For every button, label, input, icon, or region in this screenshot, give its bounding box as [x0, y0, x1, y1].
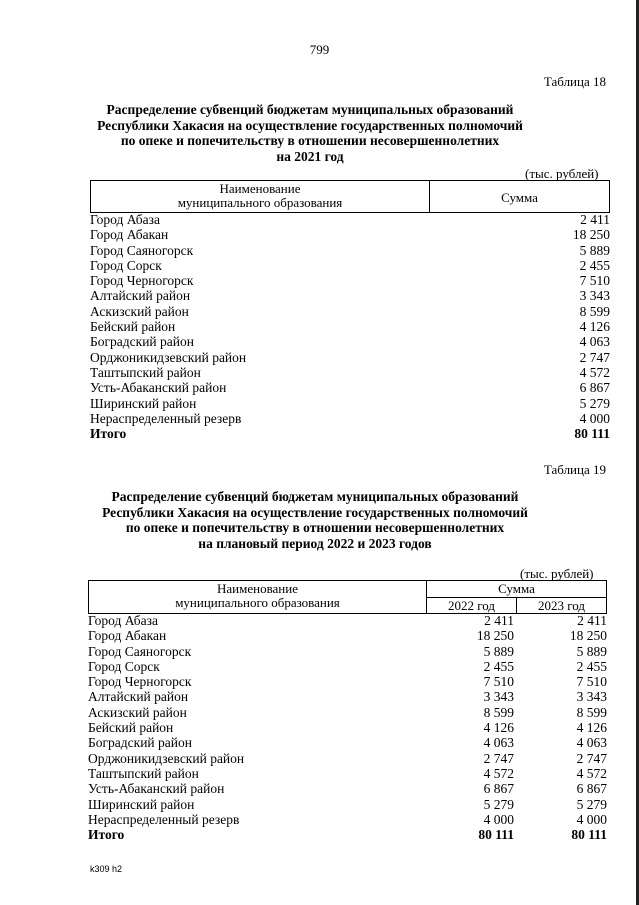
row-sum-2022: 5 279: [483, 796, 514, 812]
table-row: [88, 628, 607, 643]
table-row: [90, 212, 610, 227]
row-name: Боградский район: [88, 735, 192, 751]
table-row: [90, 304, 610, 319]
table-row: [90, 288, 610, 303]
row-sum-2022: 2 747: [483, 750, 514, 766]
row-name: Город Черногорск: [88, 674, 192, 690]
table-row: [90, 319, 610, 334]
row-name: Алтайский район: [88, 689, 189, 705]
footer-code: k309 h2: [90, 864, 123, 874]
row-name: Усть-Абаканский район: [88, 781, 225, 797]
row-sum-2023: 18 250: [569, 628, 607, 644]
table-19-label: Таблица 19: [543, 462, 606, 477]
table-row: [88, 797, 607, 812]
row-sum-2023: 2 455: [576, 658, 607, 674]
row-name: Таштыпский район: [88, 765, 199, 781]
row-sum: 3 343: [579, 288, 610, 304]
table-18-title-line: на 2021 год: [276, 148, 344, 164]
row-sum-2023: 4 063: [576, 735, 607, 751]
row-sum: 6 867: [579, 380, 610, 396]
table-row: [90, 227, 610, 242]
row-sum: 5 889: [579, 242, 610, 258]
row-sum-2022: 2 455: [483, 658, 514, 674]
table-19-title: [0, 489, 639, 551]
table-row: [88, 751, 607, 766]
row-sum: 4 063: [579, 334, 610, 350]
table-row: [90, 350, 610, 365]
table-row: [90, 380, 610, 395]
row-name: Город Саяногорск: [88, 643, 192, 659]
row-name: Город Сорск: [90, 257, 162, 273]
row-sum: 4 000: [579, 410, 610, 426]
table-18-title: [0, 102, 639, 164]
row-sum: 4 126: [579, 319, 610, 335]
table-18-units: (тыс. рублей): [525, 166, 599, 181]
total-label: Итого: [88, 827, 125, 843]
table-18-header-name: [90, 180, 430, 213]
row-name: Город Саяногорск: [90, 242, 194, 258]
table-row: [88, 613, 607, 628]
row-sum: 8 599: [579, 303, 610, 319]
table-total-row: [88, 827, 607, 842]
table-18-title-line: Распределение субвенций бюджетам муниципальных образований: [106, 102, 514, 117]
table-18-title-line: Республики Хакасия на осуществление государственных полномочий: [97, 117, 523, 133]
row-sum-2023: 4 126: [576, 720, 607, 736]
table-row: [88, 659, 607, 674]
row-name: Аскизский район: [90, 303, 189, 319]
row-name: Бейский район: [90, 319, 176, 335]
row-sum-2023: 3 343: [576, 689, 607, 705]
header-name-line: Наименование: [219, 181, 301, 196]
table-19-units: (тыс. рублей): [520, 566, 594, 581]
total-sum: 80 111: [574, 426, 610, 442]
table-row: [90, 334, 610, 349]
row-sum-2022: 7 510: [483, 674, 514, 690]
total-label: Итого: [90, 426, 127, 442]
row-sum-2023: 4 572: [576, 765, 607, 781]
row-sum-2022: 5 889: [483, 643, 514, 659]
total-sum-2022: 80 111: [478, 827, 514, 843]
row-name: Нераспределенный резерв: [88, 811, 240, 827]
row-sum: 18 250: [572, 227, 610, 243]
row-sum: 5 279: [579, 395, 610, 411]
row-sum-2022: 4 126: [483, 720, 514, 736]
row-sum: 2 455: [579, 257, 610, 273]
table-row: [88, 781, 607, 796]
table-row: [88, 644, 607, 659]
row-name: Город Абакан: [90, 227, 169, 243]
table-row: [88, 705, 607, 720]
table-19-title-line: Республики Хакасия на осуществление государственных полномочий: [102, 504, 528, 520]
row-name: Город Черногорск: [90, 273, 194, 289]
row-sum-2023: 7 510: [576, 674, 607, 690]
table-row: [90, 273, 610, 288]
table-row: [88, 720, 607, 735]
table-19-header-2023: 2023 год: [516, 597, 607, 614]
row-sum: 7 510: [579, 273, 610, 289]
table-row: [90, 258, 610, 273]
row-sum-2022: 6 867: [483, 781, 514, 797]
header-name-line: муниципального образования: [175, 595, 340, 610]
table-19-title-line: по опеке и попечительству в отношении несовершеннолетних: [125, 520, 505, 535]
row-sum-2023: 4 000: [576, 811, 607, 827]
table-18-body: [90, 212, 610, 441]
table-19-title-line: на плановый период 2022 и 2023 годов: [198, 535, 432, 551]
row-sum-2022: 18 250: [476, 628, 514, 644]
row-name: Орджоникидзевский район: [90, 349, 247, 365]
row-name: Орджоникидзевский район: [88, 750, 245, 766]
table-18-header-sum: Сумма: [429, 180, 610, 213]
table-row: [90, 365, 610, 380]
row-sum-2023: 8 599: [576, 704, 607, 720]
row-sum-2022: 2 411: [484, 613, 514, 628]
row-sum-2022: 4 572: [483, 765, 514, 781]
row-name: Таштыпский район: [90, 364, 201, 380]
row-sum: 2 411: [580, 212, 610, 227]
row-sum-2022: 4 063: [483, 735, 514, 751]
row-sum-2022: 8 599: [483, 704, 514, 720]
row-name: Нераспределенный резерв: [90, 410, 242, 426]
row-sum: 2 747: [579, 349, 610, 365]
row-name: Город Абаза: [88, 613, 158, 628]
row-name: Боградский район: [90, 334, 194, 350]
row-name: Аскизский район: [88, 704, 187, 720]
table-row: [90, 411, 610, 426]
table-row: [88, 674, 607, 689]
row-sum: 4 572: [579, 364, 610, 380]
row-name: Усть-Абаканский район: [90, 380, 227, 396]
row-name: Алтайский район: [90, 288, 191, 304]
row-sum-2022: 3 343: [483, 689, 514, 705]
row-name: Город Сорск: [88, 658, 160, 674]
table-19-header-sum: Сумма: [426, 580, 607, 598]
row-sum-2023: 5 279: [576, 796, 607, 812]
table-19-body: [88, 613, 607, 842]
table-19-header-2022: 2022 год: [426, 597, 517, 614]
table-row: [90, 243, 610, 258]
row-sum-2022: 4 000: [483, 811, 514, 827]
table-row: [88, 812, 607, 827]
table-row: [90, 396, 610, 411]
row-name: Город Абакан: [88, 628, 167, 644]
header-name-line: Наименование: [217, 581, 298, 596]
table-total-row: [90, 426, 610, 441]
row-sum-2023: 2 747: [576, 750, 607, 766]
row-name: Ширинский район: [88, 796, 195, 812]
total-sum-2023: 80 111: [571, 827, 607, 843]
page-number: 799: [309, 42, 330, 57]
row-name: Бейский район: [88, 720, 174, 736]
table-19-header-name: [88, 580, 427, 614]
row-sum-2023: 6 867: [576, 781, 607, 797]
row-sum-2023: 5 889: [576, 643, 607, 659]
header-name-line: муниципального образования: [177, 195, 343, 210]
table-19-title-line: Распределение субвенций бюджетам муниципальных образований: [111, 489, 519, 504]
table-row: [88, 766, 607, 781]
row-sum-2023: 2 411: [577, 613, 607, 628]
table-row: [88, 689, 607, 704]
table-18-label: Таблица 18: [543, 74, 606, 89]
table-row: [88, 735, 607, 750]
row-name: Ширинский район: [90, 395, 197, 411]
table-18-title-line: по опеке и попечительству в отношении несовершеннолетних: [120, 133, 500, 148]
row-name: Город Абаза: [90, 212, 160, 227]
